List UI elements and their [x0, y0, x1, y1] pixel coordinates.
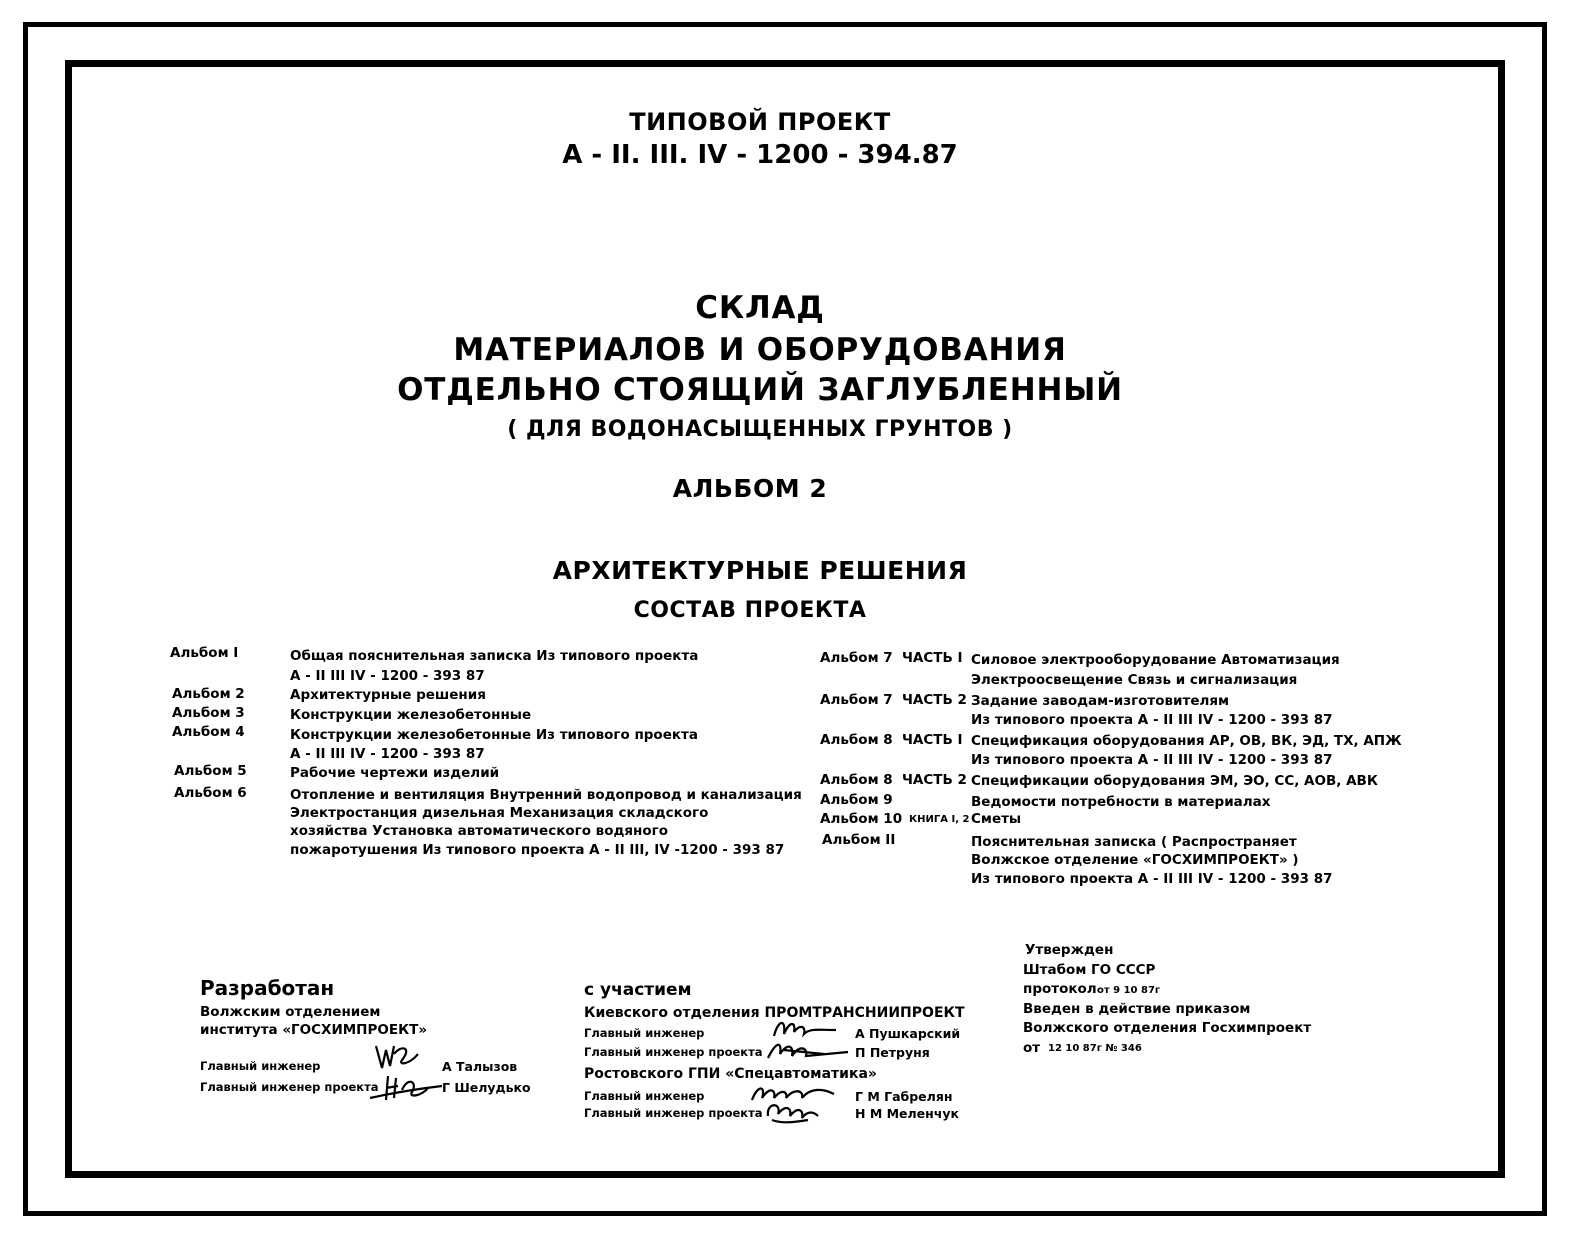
- project-number: А - II. III. IV - 1200 - 394.87: [562, 140, 958, 170]
- left-album-2-line-1: Архитектурные решения: [290, 687, 486, 703]
- developed-org-2: института «ГОСХИМПРОЕКТ»: [200, 1022, 428, 1038]
- participation-role-4: Главный инженер проекта: [584, 1106, 763, 1120]
- right-album-1-part: ЧАСТЬ I: [902, 650, 963, 666]
- participation-name-2: П Петруня: [855, 1045, 930, 1060]
- title-line-4: ( ДЛЯ ВОДОНАСЫЩЕННЫХ ГРУНТОВ ): [507, 417, 1013, 442]
- left-album-6-line-4: пожаротушения Из типового проекта А - II III, IV -1200 - 393 87: [290, 842, 785, 858]
- title-line-2: МАТЕРИАЛОВ И ОБОРУДОВАНИЯ: [453, 332, 1067, 368]
- signature-sheludko: [368, 1068, 444, 1106]
- approved-line-6-value: 12 10 87г № 346: [1048, 1043, 1142, 1054]
- right-album-2: Альбом 7: [820, 692, 893, 708]
- right-album-7-line-3: Из типового проекта А - II III IV - 1200 - 393 87: [971, 871, 1333, 887]
- left-album-4-line-1: Конструкции железобетонные Из типового проекта: [290, 727, 698, 743]
- left-album-6-line-2: Электростанция дизельная Механизация складского: [290, 805, 709, 821]
- right-album-5: Альбом 9: [820, 792, 893, 808]
- left-album-2: Альбом 2: [172, 686, 245, 702]
- left-album-5-line-1: Рабочие чертежи изделий: [290, 765, 500, 781]
- participation-name-3: Г М Габрелян: [855, 1089, 953, 1104]
- developed-project-engineer-name: Г Шелудько: [442, 1080, 531, 1095]
- right-album-7-line-1: Пояснительная записка ( Распространяет: [971, 834, 1297, 850]
- approved-line-2: Штабом ГО СССР: [1023, 962, 1156, 978]
- left-album-4: Альбом 4: [172, 724, 245, 740]
- right-album-4-line-1: Спецификации оборудования ЭМ, ЭО, СС, АОВ, АВК: [971, 773, 1378, 789]
- right-album-2-line-2: Из типового проекта А - II III IV - 1200 - 393 87: [971, 712, 1333, 728]
- project-type: ТИПОВОЙ ПРОЕКТ: [629, 108, 891, 136]
- developed-chief-engineer-name: А Талызов: [442, 1059, 518, 1074]
- left-album-4-line-2: А - II III IV - 1200 - 393 87: [290, 746, 485, 762]
- approved-line-3-label: протокол: [1023, 981, 1097, 997]
- left-album-3: Альбом 3: [172, 705, 245, 721]
- participation-role-2: Главный инженер проекта: [584, 1045, 763, 1059]
- section-subtitle: СОСТАВ ПРОЕКТА: [633, 598, 867, 623]
- section-title: АРХИТЕКТУРНЫЕ РЕШЕНИЯ: [552, 556, 968, 585]
- left-album-6-line-1: Отопление и вентиляция Внутренний водопровод и канализация: [290, 787, 802, 803]
- developed-project-engineer-role: Главный инженер проекта: [200, 1080, 379, 1094]
- left-album-3-line-1: Конструкции железобетонные: [290, 707, 532, 723]
- right-album-6-part: КНИГА I, 2: [909, 814, 970, 825]
- participation-title: с участием: [584, 980, 692, 1000]
- right-album-1-line-2: Электроосвещение Связь и сигнализация: [971, 672, 1298, 688]
- participation-org-1: Киевского отделения ПРОМТРАНСНИИПРОЕКТ: [584, 1005, 965, 1021]
- participation-role-3: Главный инженер: [584, 1089, 705, 1103]
- album-title: АЛЬБОМ 2: [672, 474, 828, 503]
- left-album-1-line-2: А - II III IV - 1200 - 393 87: [290, 668, 485, 684]
- right-album-3-line-2: Из типового проекта А - II III IV - 1200 - 393 87: [971, 752, 1333, 768]
- developed-org-1: Волжским отделением: [200, 1004, 381, 1020]
- signature-petrunya: [764, 1034, 850, 1064]
- right-album-3: Альбом 8: [820, 732, 893, 748]
- developed-title: Разработан: [200, 976, 335, 1000]
- approved-line-4: Введен в действие приказом: [1023, 1001, 1251, 1017]
- right-album-4-part: ЧАСТЬ 2: [902, 772, 967, 788]
- right-album-7-line-2: Волжское отделение «ГОСХИМПРОЕКТ» ): [971, 852, 1299, 868]
- right-album-6: Альбом 10: [820, 811, 903, 827]
- right-album-4: Альбом 8: [820, 772, 893, 788]
- approved-line-3-value: от 9 10 87г: [1097, 985, 1161, 996]
- right-album-7: Альбом II: [822, 832, 896, 848]
- participation-role-1: Главный инженер: [584, 1026, 705, 1040]
- signature-melenchuk: [762, 1096, 822, 1126]
- right-album-3-line-1: Спецификация оборудования АР, ОВ, ВК, ЭД, ТХ, АПЖ: [971, 733, 1402, 749]
- left-album-1-line-1: Общая пояснительная записка Из типового проекта: [290, 648, 699, 664]
- right-album-5-line-1: Ведомости потребности в материалах: [971, 794, 1271, 810]
- right-album-1: Альбом 7: [820, 650, 893, 666]
- right-album-2-part: ЧАСТЬ 2: [902, 692, 967, 708]
- right-album-1-line-1: Силовое электрооборудование Автоматизация: [971, 652, 1340, 668]
- left-album-6: Альбом 6: [174, 785, 247, 801]
- right-album-2-line-1: Задание заводам-изготовителям: [971, 693, 1230, 709]
- left-album-6-line-3: хозяйства Установка автоматического водяного: [290, 823, 668, 839]
- title-line-3: ОТДЕЛЬНО СТОЯЩИЙ ЗАГЛУБЛЕННЫЙ: [397, 372, 1123, 408]
- participation-name-1: А Пушкарский: [855, 1026, 961, 1041]
- developed-chief-engineer-role: Главный инженер: [200, 1059, 321, 1073]
- left-album-5: Альбом 5: [174, 763, 247, 779]
- participation-name-4: Н М Меленчук: [855, 1106, 960, 1121]
- approved-line-5: Волжского отделения Госхимпроект: [1023, 1020, 1312, 1036]
- right-album-6-line-1: Сметы: [971, 811, 1022, 827]
- title-line-1: СКЛАД: [695, 290, 825, 326]
- approved-line-1: Утвержден: [1025, 942, 1114, 958]
- right-album-3-part: ЧАСТЬ I: [902, 732, 963, 748]
- left-album-1: Альбом I: [170, 645, 239, 661]
- participation-org-2: Ростовского ГПИ «Спецавтоматика»: [584, 1066, 877, 1082]
- approved-line-6-label: от: [1023, 1040, 1041, 1056]
